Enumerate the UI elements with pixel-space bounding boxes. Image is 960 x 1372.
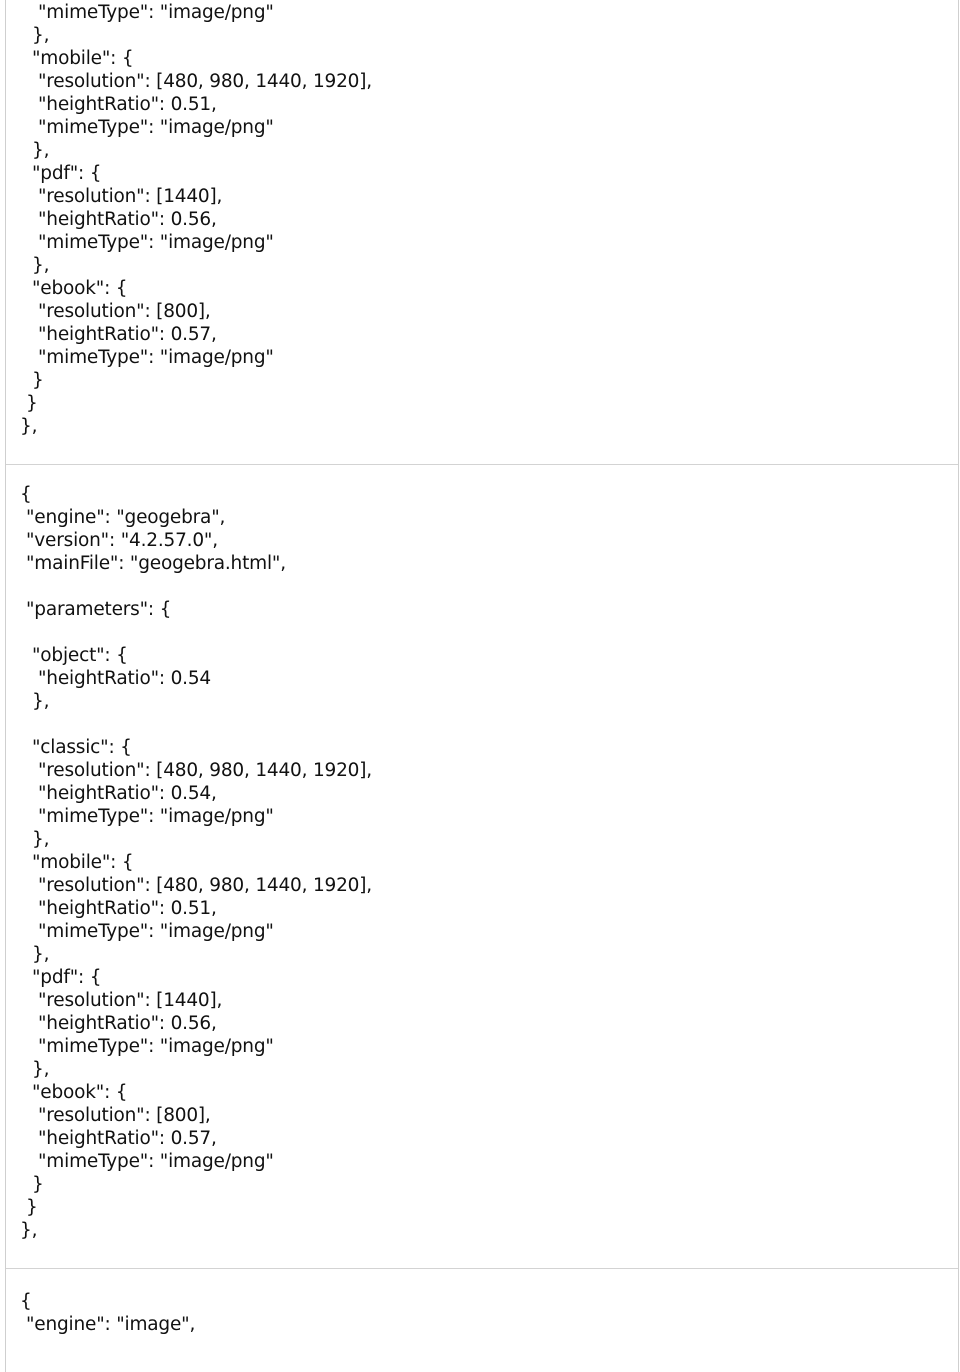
code-line: }, — [20, 1220, 38, 1241]
code-line: } — [32, 1174, 44, 1195]
section-divider — [6, 1268, 958, 1269]
section-divider — [6, 464, 958, 465]
code-line: "heightRatio": 0.57, — [38, 324, 217, 345]
code-line: }, — [32, 829, 50, 850]
code-line: "mimeType": "image/png" — [38, 921, 274, 942]
code-line: } — [32, 370, 44, 391]
code-line: "engine": "image", — [26, 1314, 196, 1335]
code-line: "mobile": { — [32, 48, 134, 69]
code-line: "resolution": [480, 980, 1440, 1920], — [38, 760, 372, 781]
code-line: }, — [32, 944, 50, 965]
code-line: "mimeType": "image/png" — [38, 2, 274, 23]
code-line: "heightRatio": 0.51, — [38, 94, 217, 115]
code-line: "ebook": { — [32, 278, 128, 299]
code-line: } — [26, 1197, 38, 1218]
code-line: "mimeType": "image/png" — [38, 1036, 274, 1057]
code-line: "resolution": [800], — [38, 301, 211, 322]
code-line: "mimeType": "image/png" — [38, 232, 274, 253]
code-line: "pdf": { — [32, 163, 102, 184]
code-line: { — [20, 1291, 32, 1312]
code-line: "classic": { — [32, 737, 132, 758]
code-line: "resolution": [480, 980, 1440, 1920], — [38, 875, 372, 896]
code-line: "mimeType": "image/png" — [38, 806, 274, 827]
code-line: "object": { — [32, 645, 128, 666]
code-line: "resolution": [800], — [38, 1105, 211, 1126]
code-line: "ebook": { — [32, 1082, 128, 1103]
code-line: "heightRatio": 0.54 — [38, 668, 211, 689]
code-line: "resolution": [1440], — [38, 186, 223, 207]
code-line: "parameters": { — [26, 599, 172, 620]
code-line: "mainFile": "geogebra.html", — [26, 553, 286, 574]
code-line: "mobile": { — [32, 852, 134, 873]
code-line: "engine": "geogebra", — [26, 507, 226, 528]
code-line: "pdf": { — [32, 967, 102, 988]
code-line: "version": "4.2.57.0", — [26, 530, 218, 551]
code-line: "heightRatio": 0.56, — [38, 1013, 217, 1034]
code-line: }, — [32, 255, 50, 276]
code-line: }, — [20, 416, 38, 437]
code-line: "heightRatio": 0.56, — [38, 209, 217, 230]
code-line: "mimeType": "image/png" — [38, 347, 274, 368]
code-line: }, — [32, 140, 50, 161]
code-line: "resolution": [480, 980, 1440, 1920], — [38, 71, 372, 92]
code-line: "resolution": [1440], — [38, 990, 223, 1011]
code-line: "heightRatio": 0.51, — [38, 898, 217, 919]
code-line: { — [20, 484, 32, 505]
code-line: "mimeType": "image/png" — [38, 1151, 274, 1172]
code-line: } — [26, 393, 38, 414]
code-line: }, — [32, 1059, 50, 1080]
code-line: }, — [32, 691, 50, 712]
document-page — [5, 0, 959, 1372]
code-line: }, — [32, 25, 50, 46]
code-line: "heightRatio": 0.54, — [38, 783, 217, 804]
code-line: "heightRatio": 0.57, — [38, 1128, 217, 1149]
code-line: "mimeType": "image/png" — [38, 117, 274, 138]
